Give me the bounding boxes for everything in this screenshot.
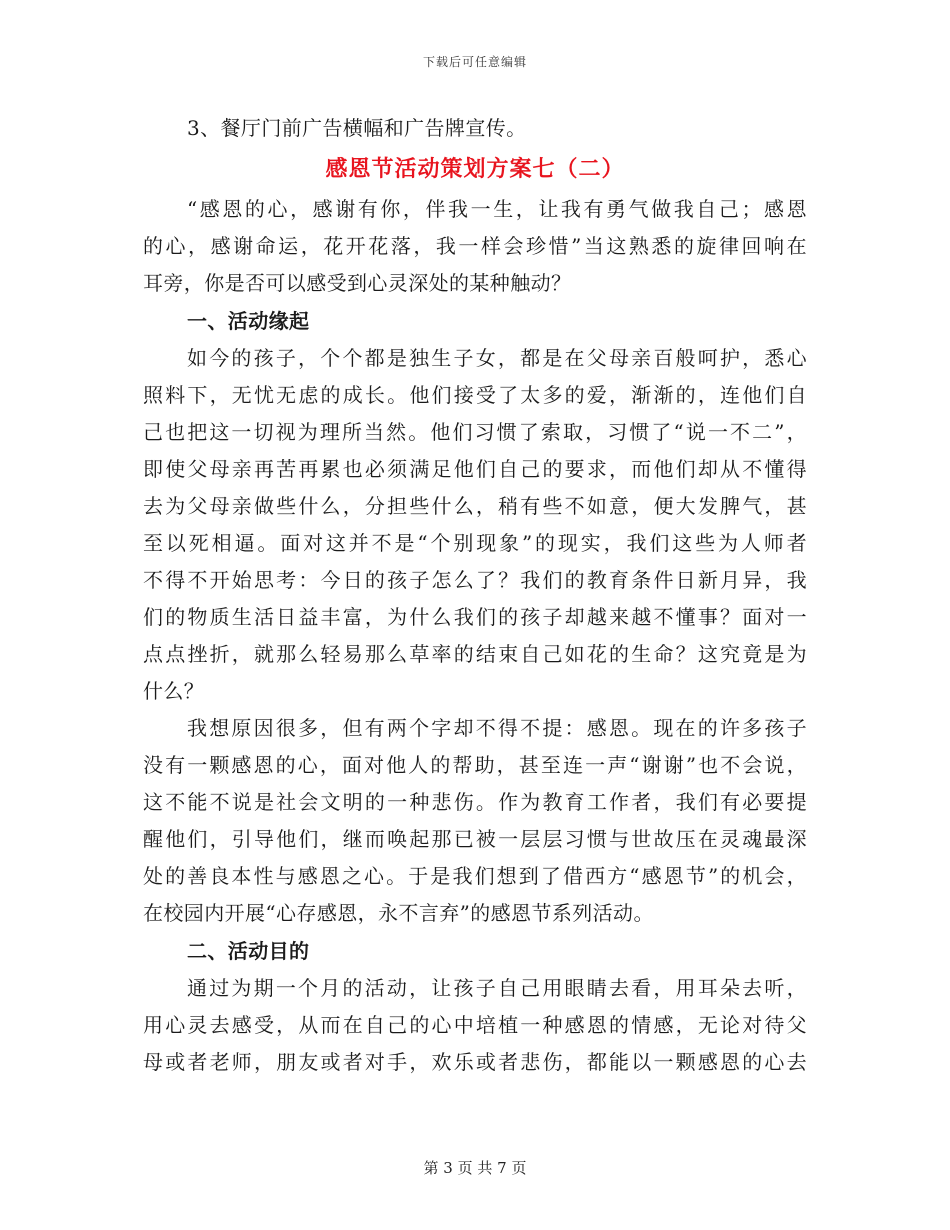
paragraph-2 <box>143 340 807 710</box>
paragraph-line: 的心，感谢命运，花开花落，我一样会珍惜”当这熟悉的旋律回响在 <box>143 234 807 258</box>
intro-line: 3、餐厅门前广告横幅和广告牌宣传。 <box>187 116 527 140</box>
page-number: 第 3 页 共 7 页 <box>423 1159 527 1177</box>
document-title: 感恩节活动策划方案七（二） <box>325 156 625 182</box>
paragraph-line: 在校园内开展“心存感恩，永不言弃”的感恩节系列活动。 <box>143 901 654 925</box>
paragraph-line: 用心灵去感受，从而在自己的心中培植一种感恩的情感，无论对待父 <box>143 1013 807 1037</box>
paragraph-line: 我想原因很多，但有两个字却不得不提：感恩。现在的许多孩子 <box>187 716 807 740</box>
paragraph-line: 至以死相逼。面对这并不是“个别现象”的现实，我们这些为人师者 <box>143 531 807 555</box>
paragraph-line: 通过为期一个月的活动，让孩子自己用眼睛去看，用耳朵去听， <box>187 976 807 1000</box>
paragraph-4 <box>143 970 807 1081</box>
document-body <box>143 110 807 1081</box>
paragraph-line: 不得不开始思考：今日的孩子怎么了？我们的教育条件日新月异，我 <box>143 568 807 592</box>
paragraph-3 <box>143 710 807 932</box>
paragraph-line: 醒他们，引导他们，继而唤起那已被一层层习惯与世故压在灵魂最深 <box>143 827 807 851</box>
paragraph-line: 们的物质生活日益丰富，为什么我们的孩子却越来越不懂事？面对一 <box>143 605 807 629</box>
paragraph-line: 母或者老师，朋友或者对手，欢乐或者悲伤，都能以一颗感恩的心去 <box>143 1050 807 1074</box>
paragraph-line: 即使父母亲再苦再累也必须满足他们自己的要求，而他们却从不懂得 <box>143 457 807 481</box>
paragraph-line: 点点挫折，就那么轻易那么草率的结束自己如花的生命？这究竟是为 <box>143 642 807 666</box>
paragraph-line: 照料下，无忧无虑的成长。他们接受了太多的爱，渐渐的，连他们自 <box>143 383 807 407</box>
paragraph-line: “感恩的心，感谢有你，伴我一生，让我有勇气做我自己；感恩 <box>187 197 807 221</box>
paragraph-1 <box>143 191 807 302</box>
section-heading-2: 二、活动目的 <box>187 939 310 963</box>
paragraph-line: 如今的孩子，个个都是独生子女，都是在父母亲百般呵护，悉心 <box>187 346 807 370</box>
paragraph-line: 没有一颗感恩的心，面对他人的帮助，甚至连一声“谢谢”也不会说， <box>143 753 807 777</box>
section-heading-1: 一、活动缘起 <box>187 309 310 333</box>
paragraph-line: 这不能不说是社会文明的一种悲伤。作为教育工作者，我们有必要提 <box>143 790 807 814</box>
paragraph-line: 去为父母亲做些什么，分担些什么，稍有些不如意，便大发脾气，甚 <box>143 494 807 518</box>
header-note: 下载后可任意编辑 <box>422 55 527 69</box>
paragraph-line: 己也把这一切视为理所当然。他们习惯了索取，习惯了“说一不二”， <box>143 420 807 444</box>
paragraph-line: 什么？ <box>143 679 205 703</box>
paragraph-line: 耳旁，你是否可以感受到心灵深处的某种触动？ <box>143 271 572 295</box>
paragraph-line: 处的善良本性与感恩之心。于是我们想到了借西方“感恩节”的机会， <box>143 864 807 888</box>
